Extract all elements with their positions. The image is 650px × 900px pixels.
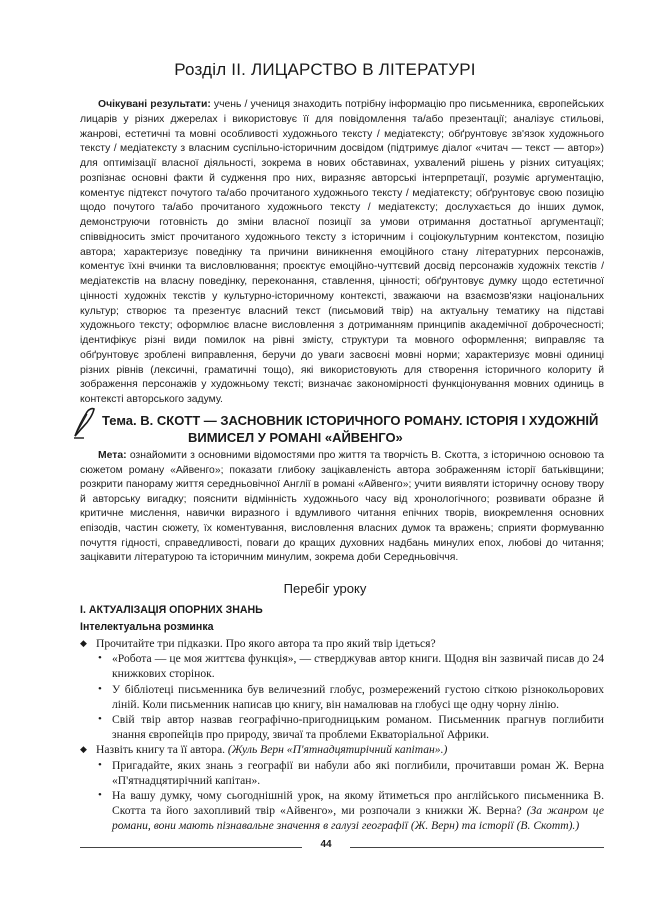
lesson-course-heading: Перебіг уроку <box>283 581 367 596</box>
dot-bullet-icon: • <box>98 789 102 802</box>
hint-1: «Робота — це моя життєва функція», — стверджував автор книги. Щодня він зазвичай писав до 24 книжкових сторінок. <box>112 652 604 681</box>
theme-line-1: В. СКОТТ — ЗАСНОВНИК ІСТОРИЧНОГО РОМАНУ. ІСТОРІЯ І ХУДОЖНІЙ <box>140 413 599 428</box>
expected-results <box>80 98 604 408</box>
expected-results-text: учень / учениця знаходить потрібну інформацію про письменника, європейських лицарів у різних джерелах і використовує її для повідомлення та/або презентації; аналізує стильові, жанрові, естетичні та мовні особливості художнього тексту / медіатексту; обґрунтовує зв'язок художнього тексту / медіатексту з власним суспільно-історичним досвідом (підтримує діалог «читач — текст — автор») для оптимізації власної діяльності, зокрема в нових обставинах, ухвалений рішень у різних ситуаціях; розпізнає основні факти й судження про них, виразняє авторські інтерпретації, розуміє аргументацію, коментує підтекст почутого та/або прочитаного художнього тексту / медіатексту; обґрунтовує свою позицію щодо почутого та/або прочитаного художнього тексту / медіатексту; дослухається до інших думок, демонструючи готовність до зміни власної позиції за умови отримання достатньої аргументації; співвідносить зміст прочитаного художнього тексту з історичним і соціокультурним контекстом, позицію автора; характеризує поведінку та причини виникнення емоційного стану літературних персонажів, коментує їхні вчинки та висловлювання; проєктує емоційно-чуттєвий досвід персонажів художніх текстів / медіатекстів на власну поведінку, переконання, ставлення, цінності; обґрунтовує думку щодо естетичної цінності художніх текстів у культурно-історичному контексті, зважаючи на взаємозв'язки національних культур; створює та презентує власний текст (письмовий твір) на актуальну тематику на підставі художнього тексту; оформлює власне висловлення з дотриманням принципів академічної доброчесності; ідентифікує різні види помилок на рівні змісту, структури та мовного оформлення; виправляє та обґрунтовує зроблені виправлення, беручи до уваги засвоєні мовні норми; характеризує мовні одиниці різних рівнів (лексичні, граматичні тощо), які використовують для створення історичного колориту й зображення персонажів у художньому тексті; визначає закономірності функціонування мовних одиниць в контексті авторського задуму. <box>80 99 605 405</box>
expected-results-label: Очікувані результати: <box>98 99 211 110</box>
question-2-sub-1: Пригадайте, яких знань з географії ви набули або які поглибили, прочитавши роман Ж. Верна «П'ятнадцятирічний капітан». <box>112 758 604 787</box>
footer-divider-right <box>350 847 604 848</box>
lesson-theme-title <box>102 412 612 446</box>
list-item <box>80 758 604 788</box>
list-item <box>80 682 604 712</box>
list-item <box>80 651 604 681</box>
actualization-heading: І. АКТУАЛІЗАЦІЯ ОПОРНИХ ЗНАНЬ <box>80 604 263 616</box>
dot-bullet-icon: • <box>98 652 102 665</box>
dot-bullet-icon: • <box>98 682 102 695</box>
quill-pen-icon <box>72 406 98 440</box>
question-2-answer: (Жуль Верн «П'ятнадцятирічний капітан».) <box>227 743 448 757</box>
footer-divider-left <box>80 847 302 848</box>
list-item <box>80 636 604 651</box>
goal-text: ознайомити з основними відомостями про життя та творчість В. Скотта, з історичною основою та сюжетом роману «Айвенго»; показати глибоку зацікавленість автора зображенням історії батьківщини; розкрити панораму життя середньовічної Англії в романі «Айвенго»; учити виявляти історичну основу твору й авторську вигадку; пояснити відмінність художнього часу від хронологічного; розвивати образне й критичне мислення, навички виразного і вдумливого читання епічних творів, виокремлення основних епізодів, частин сюжету, їх коментування, висловлення власних думок та вражень; сприяти формуванню почуття гідності, справедливості, поваги до кращих духовних надбань минулих епох, любові до читання; зацікавити літературою та історичним минулим, зокрема доби Середньовіччя. <box>80 450 604 564</box>
warmup-heading: Інтелектуальна розминка <box>80 621 214 633</box>
diamond-bullet-icon: ◆ <box>80 744 87 755</box>
dot-bullet-icon: • <box>98 713 102 726</box>
list-item <box>80 742 604 757</box>
list-item <box>80 712 604 742</box>
hint-2: У бібліотеці письменника був величезний глобус, розмережений густою сіткою різнокольорових ліній. Коли письменник написав цю книгу, він намалював на глобусі ще одну чорну лінію. <box>112 682 604 711</box>
theme-label: Тема. <box>102 413 137 428</box>
diamond-bullet-icon: ◆ <box>80 638 87 648</box>
section-title: Розділ ІІ. ЛИЦАРСТВО В ЛІТЕРАТУРІ <box>174 60 476 79</box>
lesson-goal <box>80 449 604 566</box>
hint-3: Свій твір автор назвав географічно-пригодницьким романом. Письменник прагнув поглибити знання європейців про природу, звичаї та проблеми Екваторіальної Африки. <box>112 713 604 742</box>
question-2-sub-2: На вашу думку, чому сьогоднішній урок, на якому йтиметься про англійського письменника В. Скотта та його захопливий твір «Айвенго», ми розпочали з книжки Ж. Верна? <box>112 789 604 818</box>
goal-label: Мета: <box>98 450 127 461</box>
question-2-sub-2-answer: (За жанром це романи, вони мають пізнавальне значення в галузі географії (Ж. Верн) та історії (В. Скотт).) <box>112 804 604 833</box>
question-list <box>80 636 604 834</box>
question-2: Назвіть книгу та її автора. <box>96 743 226 757</box>
page-number: 44 <box>320 839 332 850</box>
theme-line-2: ВИМИСЕЛ У РОМАНІ «АЙВЕНГО» <box>188 430 403 445</box>
list-item <box>80 788 604 834</box>
dot-bullet-icon: • <box>98 758 102 771</box>
question-1: Прочитайте три підказки. Про якого автора та про який твір ідеться? <box>96 637 436 650</box>
